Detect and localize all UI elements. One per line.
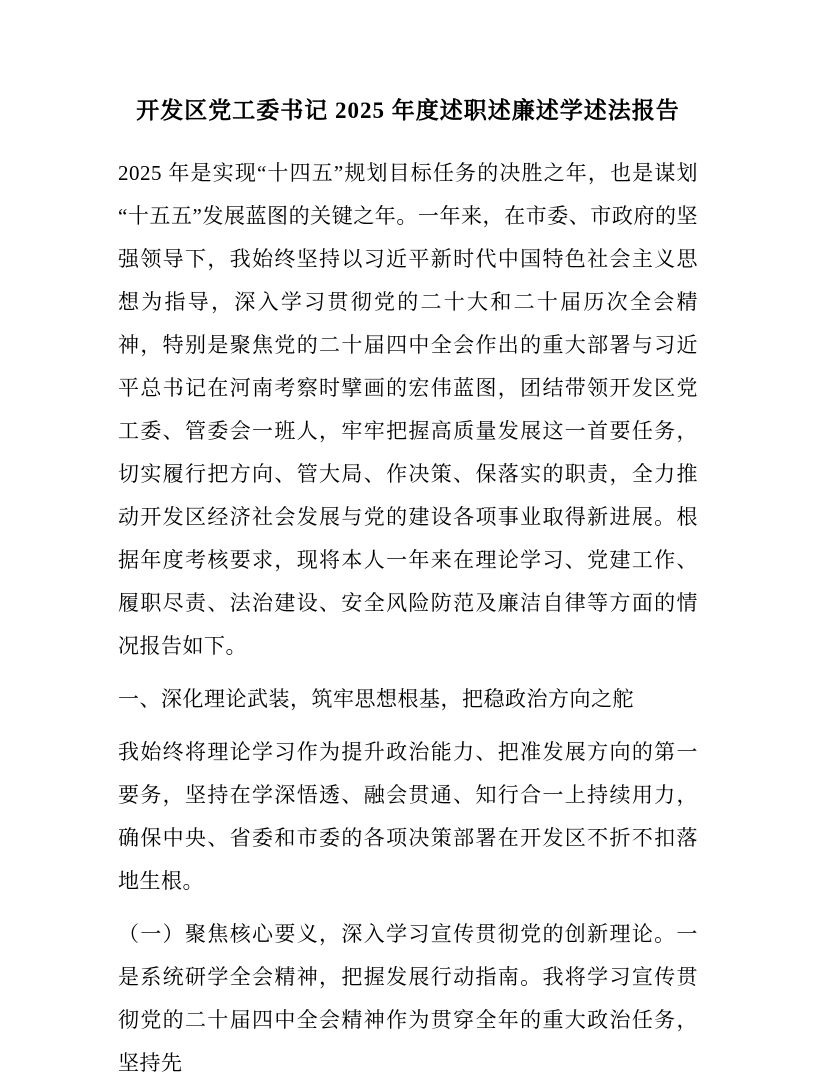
section-heading: 一、深化理论武装，筑牢思想根基，把稳政治方向之舵 <box>118 687 634 711</box>
document-paragraph: 2025 年是实现“十四五”规划目标任务的决胜之年，也是谋划“十五五”发展蓝图的关键之年。一年来，在市委、市政府的坚强领导下，我始终坚持以习近平新时代中国特色社会主义思想为指导，深入学习贯彻党的二十大和二十届历次全会精神，特别是聚焦党的二十届四中全会作出的重大部署与习近平总书记在河南考察时擘画的宏伟蓝图，团结带领开发区党工委、管委会一班人，牢牢把握高质量发展这一首要任务，切实履行把方向、管大局、作决策、保落实的职责，全力推动开发区经济社会发展与党的建设各项事业取得新进展。根据年度考核要求，现将本人一年来在理论学习、党建工作、履职尽责、法治建设、安全风险防范及廉洁自律等方面的情况报告如下。 <box>118 161 698 658</box>
document-paragraph: 我始终将理论学习作为提升政治能力、把准发展方向的第一要务，坚持在学深悟透、融会贯通、知行合一上持续用力，确保中央、省委和市委的各项决策部署在开发区不折不扣落地生根。 <box>118 740 698 893</box>
document-body <box>118 152 698 1085</box>
document-paragraph: （一）聚焦核心要义，深入学习宣传贯彻党的创新理论。一是系统研学全会精神，把握发展行动指南。我将学习宣传贯彻党的二十届四中全会精神作为贯穿全年的重大政治任务，坚持先 <box>118 922 698 1075</box>
document-title: 开发区党工委书记 2025 年度述职述廉述学述法报告 <box>136 98 680 123</box>
